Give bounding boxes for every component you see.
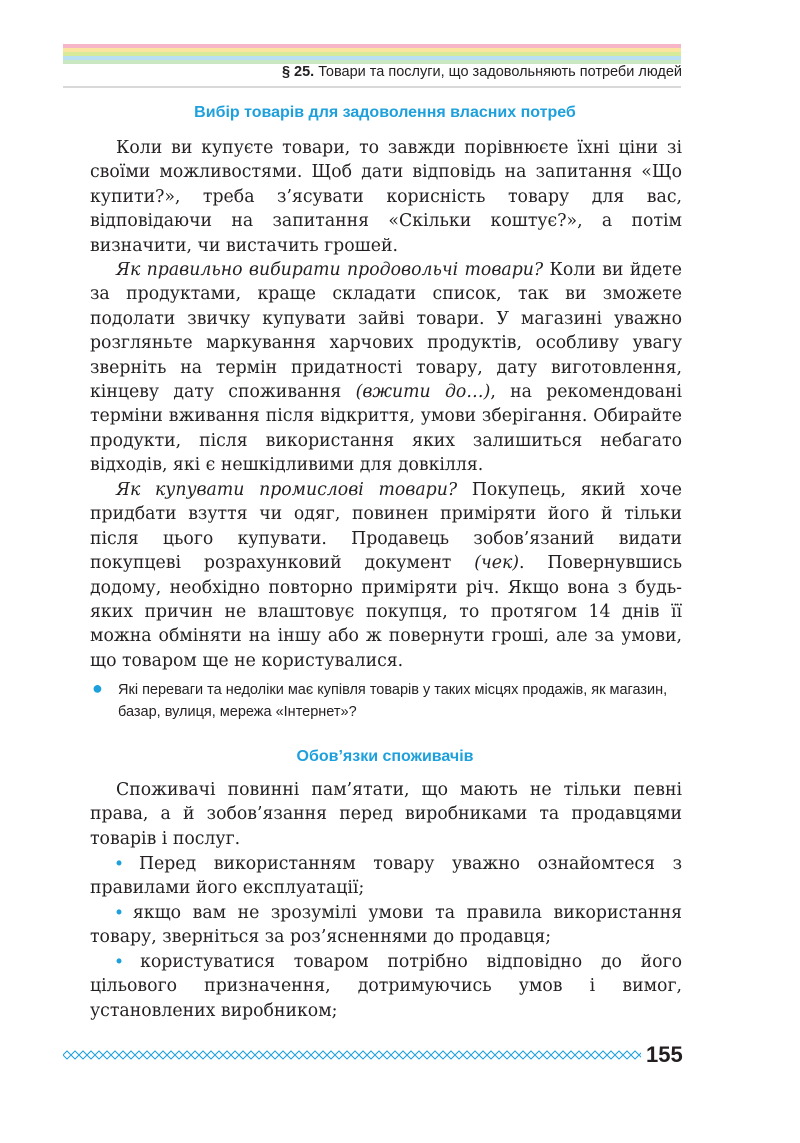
review-question: ● Які переваги та недоліки має купівля товарів у таких місцях продажів, як магазин, базар, вулиця, мережа «Інтернет»?: [92, 678, 668, 720]
bullet-icon: •: [116, 951, 141, 971]
running-head: [282, 64, 682, 80]
section-heading-choice: Вибір товарів для задоволення власних потреб: [194, 104, 576, 121]
list-item: • користуватися товаром потрібно відповідно до його цільового призначення, дотримуючись умов і вимог, установлених виробником;: [90, 951, 682, 1021]
section-number: § 25.: [281, 64, 315, 80]
paragraph-food-goods: Як правильно вибирати продовольчі товари? Коли ви йдете за продуктами, краще складати список, так ви зможете подолати звичку купувати зайві товари. У магазині уважно розгляньте маркування харчових продуктів, особливу увагу зверніть на термін придатності товару, дату виготовлення, кінцеву дату споживання (вжити до…), на рекомендовані терміни вживання після відкриття, умови зберігання. Обирайте продукти, після використання яких залишиться небагато відходів, які є нешкідливими для довкілля.: [90, 260, 682, 476]
section-heading-duties: Обов’язки споживачів: [296, 748, 474, 765]
bullet-icon: ●: [92, 678, 103, 698]
page-number: 155: [646, 1042, 683, 1067]
section-title: Товари та послуги, що задовольняють потреби людей: [318, 64, 682, 80]
decorative-header-stripes: [63, 44, 681, 64]
italic-question-industrial: Як купувати промислові товари?: [116, 480, 458, 500]
header-divider: [63, 86, 681, 88]
paragraph-duties-intro: Споживачі повинні пам’ятати, що мають не тільки певні права, а й зобов’язання перед виробниками та продавцями товарів і послуг.: [90, 780, 682, 849]
paragraph-intro: Коли ви купуєте товари, то завжди порівнюєте їхні ціни зі своїми можливостями. Щоб дати відповідь на запитання «Що купити?», треба з’ясувати корисність товару для вас, відповідаючи на запитання «Скільки коштує?», а потім визначити, чи вистачить грошей.: [90, 138, 682, 256]
bullet-icon: •: [116, 853, 139, 873]
italic-question-food: Як правильно вибирати продовольчі товари?: [116, 260, 544, 280]
bullet-icon: •: [116, 902, 133, 922]
list-item: • якщо вам не зрозумілі умови та правила використання товару, зверніться за роз’ясненнями до продавця;: [90, 902, 682, 948]
decorative-footer-rule: [63, 1048, 641, 1062]
list-item: • Перед використанням товару уважно ознайомтеся з правилами його експлуатації;: [90, 853, 683, 899]
paragraph-industrial-goods: Як купувати промислові товари? Покупець, який хоче придбати взуття чи одяг, повинен приміряти його й тільки після цього купувати. Продавець зобов’язаний видати покупцеві розрахунковий документ (чек). Повернувшись додому, необхідно повторно приміряти річ. Якщо вона з будь-яких причин не влаштовує покупця, то протягом 14 днів її можна обміняти на іншу або ж повернути гроші, але за умови, що товаром ще не користувалися.: [90, 480, 682, 671]
